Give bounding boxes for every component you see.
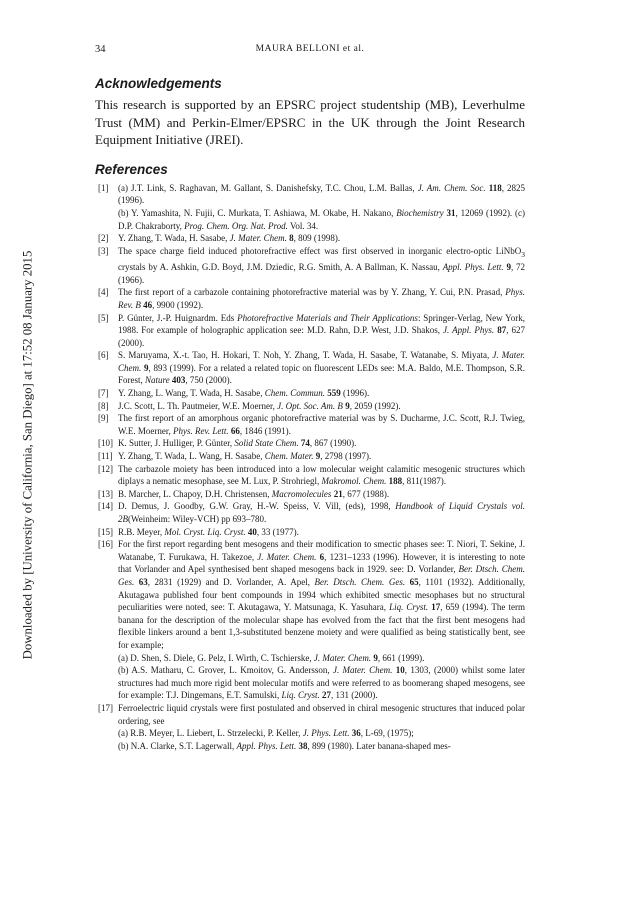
reference-text: P. Günter, J.-P. Huignardm. Eds Photorefractive Materials and Their Applications: Springer-Verlag, New York, 1988. For example of holographic application see: M.D. Rahn, D.P. West, J.D. Shakos, J. Appl. Phys. 87, 627 (2000). [118,312,526,348]
reference-number: [4] [98,287,109,298]
download-watermark: Downloaded by [University of California, San Diego] at 17:52 08 January 2015 [20,250,35,660]
reference-number: [2] [98,233,109,244]
reference-item [95,463,525,488]
reference-number: [5] [98,312,109,323]
reference-item [95,526,525,539]
acknowledgements-text: This research is supported by an EPSRC project studentship (MB), Leverhulme Trust (MM) and Perkin-Elmer/EPSRC in the UK through the Joint Research Equipment Initiative (JREI). [95,97,525,148]
page-content [95,76,525,752]
reference-number: [8] [98,400,109,411]
reference-number: [9] [98,413,109,424]
reference-text: (b) Y. Yamashita, N. Fujii, C. Murkata, T. Ashiawa, M. Okabe, H. Nakano, Biochemistry 31, 12069 (1992). (c) D.P. Chakraborty, Prog. Chem. Org. Nat. Prod. Vol. 34. [118,207,526,231]
reference-text: The first report of an amorphous organic photorefractive material was by S. Ducharme, J.C. Scott, R.J. Twieg, W.E. Moerner, Phys. Rev. Lett. 66, 1846 (1991). [118,413,525,436]
reference-text: B. Marcher, L. Chapoy, D.H. Christensen, Macromolecules 21, 677 (1988). [118,488,390,499]
reference-text: The first report of a carbazole containing photorefractive material was by Y. Zhang, Y. Cui, P.N. Prasad, Phys. Rev. B 46, 9900 (1992). [118,287,525,310]
reference-item [95,182,525,232]
reference-text: (b) N.A. Clarke, S.T. Lagerwall, Appl. Phys. Lett. 38, 899 (1980). Later banana-shaped mes- [118,740,451,751]
reference-text: For the first report regarding bent mesogens and their modification to smectic phases see: T. Niori, T. Sekine, J. Watanabe, T. Furukawa, H. Takezoe, J. Mater. Chem. 6, 1231–1233 (1996). However, it is interesting to note that Vorlander and Apel synthesised bent shaped mesogens back in 1929. see: D. Vorlander, Ber. Dtsch. Chem. Ges. 63, 2831 (1929) and D. Vorlander, A. Apel, Ber. Dtsch. Chem. Ges. 65, 1101 (1932). Additionally, Akutagawa published four bent compounds in 1994 which exhibited smectic mesophases but no structural peculiarities were noted, see: T. Akutagawa, Y. Matsunaga, K. Yasuhara, Liq. Cryst. 17, 659 (1994). The term banana for the description of the molecular shape has evolved from the fact that the first bent mesogens had flexible linkers around a bent 1,3-substituted benzene moiety and were qualified as being statistically bent, see for example; [118,539,526,650]
reference-item [95,312,525,350]
reference-number: [6] [98,350,109,361]
reference-item [95,387,525,400]
reference-text: S. Maruyama, X.-t. Tao, H. Hokari, T. Noh, Y. Zhang, T. Wada, H. Sasabe, T. Watanabe, S. Miyata, J. Mater. Chem. 9, 893 (1999). For a related a related topic on fluorescent LEDs see: M.A. Baldo, M.E. Thompson, S.R. Forest, Nature 403, 750 (2000). [118,350,526,386]
reference-text: (a) J.T. Link, S. Raghavan, M. Gallant, S. Danishefsky, T.C. Chou, L.M. Ballas, J. Am. Chem. Soc. 118, 2825 (1996). [118,182,525,206]
page-header [95,44,525,58]
reference-text: J.C. Scott, L. Th. Pautmeier, W.E. Moerner, J. Opt. Soc. Am. B 9, 2059 (1992). [118,400,401,411]
reference-item [95,245,525,287]
reference-number: [3] [98,245,109,256]
reference-text: (a) D. Shen, S. Diele, G. Pelz, I. Wirth, C. Tschierske, J. Mater. Chem. 9, 661 (1999). [118,652,425,663]
references-heading: References [95,161,168,177]
running-head: MAURA BELLONI et al. [255,44,365,54]
reference-text: Ferroelectric liquid crystals were first postulated and observed in chiral mesogenic structures that induced polar ordering, see [118,702,525,726]
reference-text: Y. Zhang, T. Wada, H. Sasabe, J. Mater. Chem. 8, 809 (1998). [118,233,341,244]
reference-text: Y. Zhang, T. Wada, L. Wang, H. Sasabe, Chem. Mater. 9, 2798 (1997). [118,451,372,462]
reference-item [95,450,525,463]
reference-item [95,286,525,311]
reference-item [95,538,525,702]
reference-text: Y. Zhang, L. Wang, T. Wada, H. Sasabe, Chem. Commun. 559 (1996). [118,388,370,399]
reference-number: [15] [98,526,113,537]
page-number: 34 [95,44,106,55]
reference-number: [12] [98,463,113,474]
reference-text: The space charge field induced photorefractive effect was first observed in inorganic electro-optic LiNbO$_3$ crystals by A. Ashkin, G.D. Boyd, J.M. Dziedic, R.G. Smith, A. A Ballman, K. Nassau, Appl. Phys. Lett. 9, 72 (1966). [118,245,526,285]
acknowledgements-heading: Acknowledgements [95,76,222,91]
reference-number: [1] [98,182,109,193]
reference-item [95,412,525,437]
reference-number: [11] [98,451,113,462]
reference-item [95,702,525,752]
reference-number: [13] [98,488,113,499]
reference-text: D. Demus, J. Goodby, G.W. Gray, H.-W. Speiss, V. Vill, (eds), 1998, Handbook of Liquid Crystals vol. 2B(Weinheim: Wiley-VCH) pp 693–780. [118,501,525,525]
reference-number: [10] [98,438,113,449]
reference-text: K. Sutter, J. Hulliger, P. Günter, Solid State Chem. 74, 867 (1990). [118,438,357,449]
reference-text: The carbazole moiety has been introduced into a low molecular weight calamitic mesogenic structures which diplays a nematic mesophase, see M. Lux, P. Strohriegl, Makromol. Chem. 188, 811(1987). [118,463,525,487]
reference-number: [14] [98,501,113,512]
reference-item [95,232,525,245]
reference-list [95,182,525,753]
reference-text: (a) R.B. Meyer, L. Liebert, L. Strzelecki, P. Keller, J. Phys. Lett. 36, L-69, (1975); [118,728,414,739]
reference-item [95,500,525,525]
reference-item [95,437,525,450]
reference-item [95,488,525,501]
reference-number: [16] [98,539,113,550]
reference-item [95,349,525,387]
reference-text: R.B. Meyer, Mol. Cryst. Liq. Cryst. 40, 33 (1977). [118,526,299,537]
reference-text: (b) A.S. Matharu, C. Grover, L. Kmoitov, G. Andersson, J. Mater. Chem. 10, 1303, (2000) whilst some later structures had much more rigid bent molecular motifs and were referred to as boomerang shaped mesogens, see for example: T.J. Dingemans, E.T. Samulski, Liq. Cryst. 27, 131 (2000). [118,665,526,701]
reference-number: [17] [98,702,113,713]
reference-item [95,400,525,413]
reference-number: [7] [98,388,109,399]
